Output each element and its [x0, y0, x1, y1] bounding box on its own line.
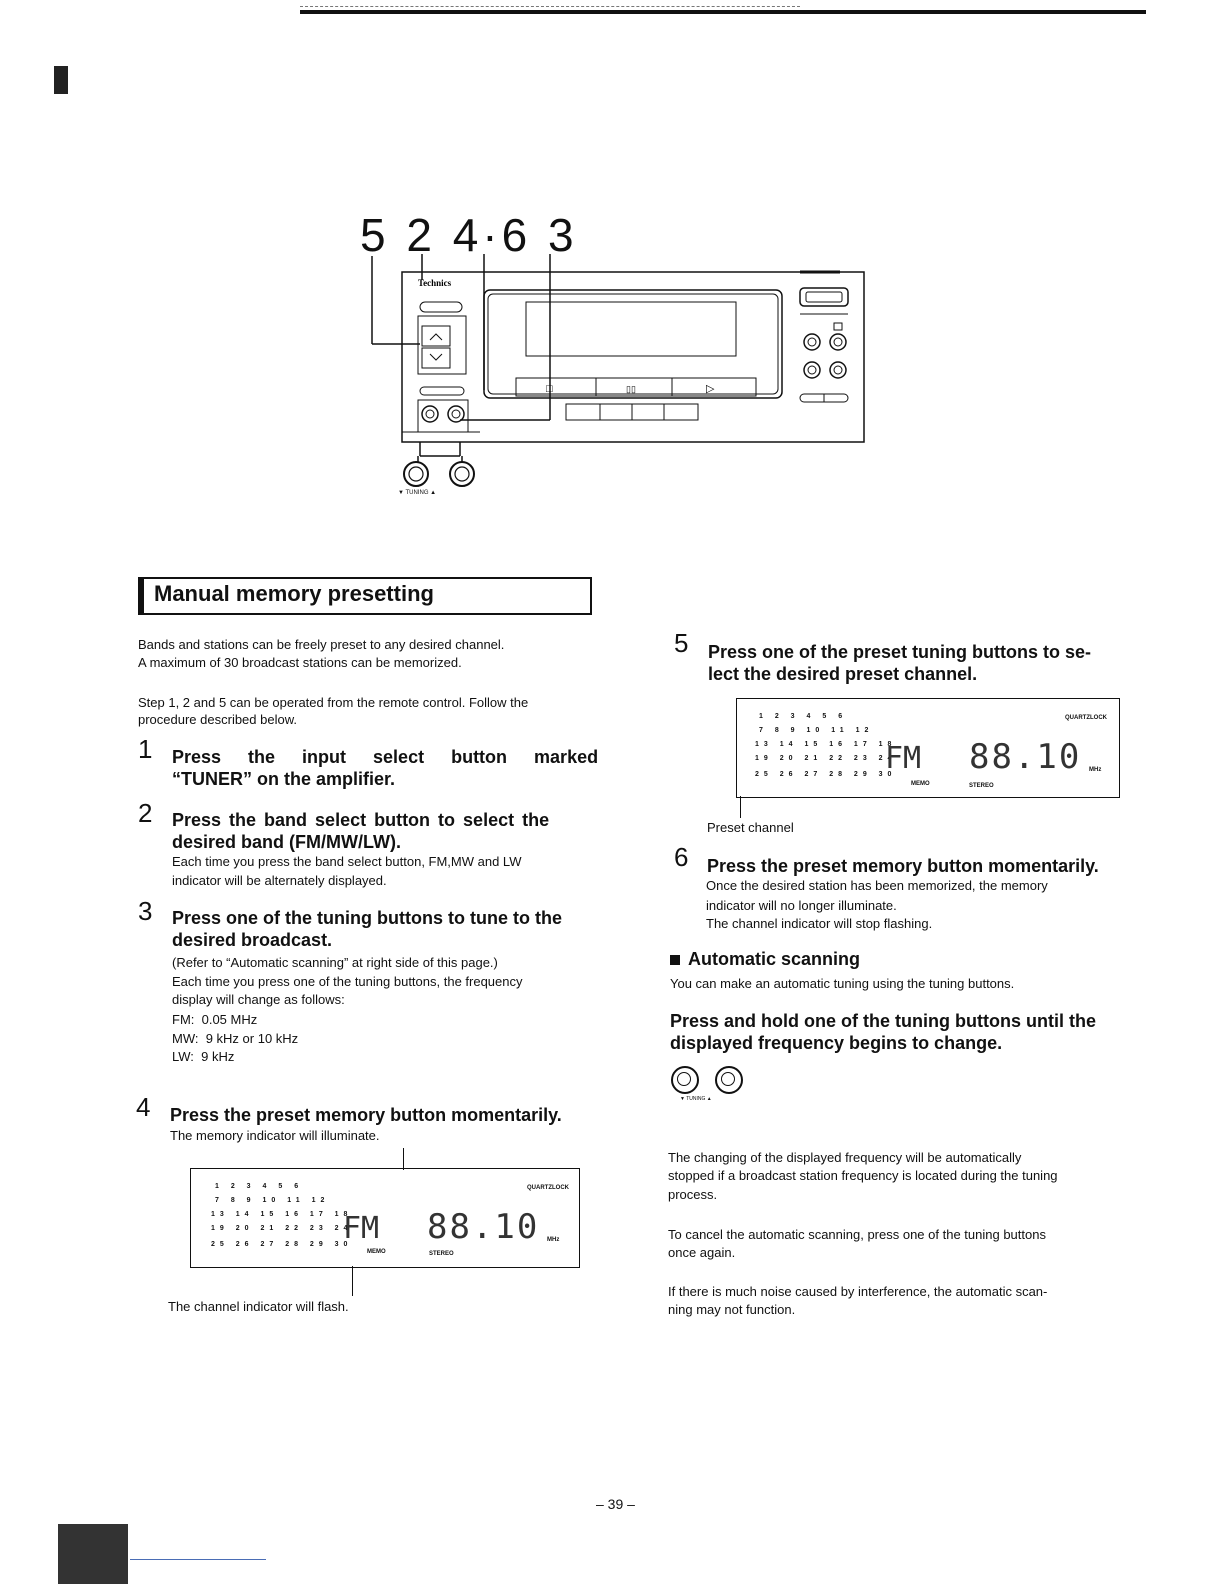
- channel-row-5: 25 26 27 28 29 30: [211, 1241, 353, 1248]
- step-3-body-line-1: (Refer to “Automatic scanning” at right side of this page.): [172, 955, 498, 970]
- channel-row-3: 13 14 15 16 17 18: [755, 741, 897, 748]
- auto-paragraph-3-line-1: If there is much noise caused by interference, the automatic scan-: [668, 1284, 1048, 1299]
- channel-row-3: 13 14 15 16 17 18: [211, 1211, 353, 1218]
- callout-numbers: 5 2 4·6 3: [360, 209, 578, 261]
- channel-row-5: 25 26 27 28 29 30: [755, 771, 897, 778]
- band-indicator: FM: [343, 1211, 380, 1246]
- stereo-indicator: STEREO: [969, 783, 994, 789]
- step-5-caption-line: [740, 796, 741, 818]
- auto-scan-instruction-line-2: displayed frequency begins to change.: [670, 1033, 1003, 1053]
- channel-row-4: 19 20 21 22 23 24: [211, 1225, 353, 1232]
- step-3-mw-step: MW: 9 kHz or 10 kHz: [172, 1031, 299, 1046]
- frequency-readout: 88.10: [427, 1207, 540, 1247]
- step-6-heading: Press the preset memory button momentarily.: [707, 856, 1099, 876]
- step-2-heading-line-1: Press the band select button to select the: [172, 810, 550, 830]
- quartzlock-indicator: QUARTZLOCK: [527, 1185, 569, 1191]
- channel-row-4: 19 20 21 22 23 24: [755, 755, 897, 762]
- step-2-heading-line-2: desired band (FM/MW/LW).: [172, 832, 401, 852]
- scan-line-bottom: [130, 1559, 266, 1560]
- channel-row-1: 1 2 3 4 5 6: [759, 713, 848, 720]
- step-5-caption: Preset channel: [707, 820, 794, 835]
- channel-row-2: 7 8 9 10 11 12: [759, 727, 874, 734]
- step-6-number: 6: [674, 842, 689, 872]
- step-4-caption: The channel indicator will flash.: [168, 1299, 349, 1314]
- section-title-box: [138, 577, 592, 615]
- intro-line-2: A maximum of 30 broadcast stations can be memorized.: [138, 655, 462, 670]
- pause-symbol: ▯▯: [626, 384, 636, 394]
- memo-indicator: MEMO: [367, 1249, 386, 1255]
- step-4-body: The memory indicator will illuminate.: [170, 1128, 380, 1143]
- device-tuning-label: ▼ TUNING ▲: [398, 490, 437, 496]
- step-4-pointer-line: [403, 1148, 404, 1170]
- unit-indicator: MHz: [1089, 767, 1102, 773]
- auto-paragraph-3-line-2: ning may not function.: [668, 1302, 796, 1317]
- step-2-body-line-2: indicator will be alternately displayed.: [172, 873, 387, 888]
- intro-line-4: procedure described below.: [138, 712, 297, 727]
- auto-paragraph-1-line-1: The changing of the displayed frequency will be automatically: [668, 1150, 1022, 1165]
- auto-tuning-label: ▼ TUNING ▲: [680, 1096, 712, 1102]
- step-1-heading-line-2: “TUNER” on the amplifier.: [172, 769, 396, 789]
- auto-scan-description: You can make an automatic tuning using the tuning buttons.: [670, 976, 1015, 991]
- square-bullet-icon: [670, 955, 680, 965]
- step-3-body-line-2: Each time you press one of the tuning buttons, the frequency: [172, 974, 523, 989]
- tape-deck-illustration: [360, 250, 870, 510]
- display-panel-step-4: [190, 1168, 580, 1268]
- tuning-up-button-icon: [715, 1066, 743, 1094]
- channel-row-1: 1 2 3 4 5 6: [215, 1183, 304, 1190]
- section-title: Manual memory presetting: [154, 581, 434, 606]
- display-panel-step-5: [736, 698, 1120, 798]
- quartzlock-indicator: QUARTZLOCK: [1065, 715, 1107, 721]
- step-3-lw-step: LW: 9 kHz: [172, 1049, 235, 1064]
- step-3-heading-line-1: Press one of the tuning buttons to tune to the: [172, 908, 562, 928]
- top-rule: [300, 10, 1146, 14]
- unit-indicator: MHz: [547, 1237, 560, 1243]
- auto-scan-instruction-line-1: Press and hold one of the tuning buttons until the: [670, 1011, 1096, 1031]
- step-1-number: 1: [138, 734, 153, 764]
- step-3-fm-step: FM: 0.05 MHz: [172, 1012, 258, 1027]
- step-5-number: 5: [674, 628, 689, 658]
- auto-paragraph-2-line-2: once again.: [668, 1245, 736, 1260]
- step-1-heading-line-1: Press the input select button marked: [172, 747, 599, 767]
- top-dashed-rule: [300, 6, 800, 7]
- brand-logo: Technics: [418, 278, 452, 288]
- step-3-body-line-3: display will change as follows:: [172, 992, 345, 1007]
- intro-line-1: Bands and stations can be freely preset to any desired channel.: [138, 637, 505, 652]
- step-5-heading-line-1: Press one of the preset tuning buttons to se-: [708, 642, 1092, 662]
- step-3-heading-line-2: desired broadcast.: [172, 930, 333, 950]
- auto-paragraph-2-line-1: To cancel the automatic scanning, press one of the tuning buttons: [668, 1227, 1046, 1242]
- step-3-number: 3: [138, 896, 153, 926]
- step-5-heading-line-2: lect the desired preset channel.: [708, 664, 978, 684]
- auto-paragraph-1-line-3: process.: [668, 1187, 718, 1202]
- step-6-body-line-3: The channel indicator will stop flashing.: [706, 916, 933, 931]
- band-indicator: FM: [885, 741, 922, 776]
- auto-scan-heading: Automatic scanning: [688, 949, 861, 969]
- step-4-number: 4: [136, 1092, 151, 1122]
- auto-paragraph-1-line-2: stopped if a broadcast station frequency is located during the tuning: [668, 1168, 1058, 1183]
- scan-mark: [54, 66, 68, 94]
- step-6-body-line-1: Once the desired station has been memorized, the memory: [706, 878, 1048, 893]
- stop-symbol: □: [546, 383, 553, 395]
- tuning-down-button-icon: [671, 1066, 699, 1094]
- stereo-indicator: STEREO: [429, 1251, 454, 1257]
- memo-indicator: MEMO: [911, 781, 930, 787]
- step-2-body-line-1: Each time you press the band select button, FM,MW and LW: [172, 854, 522, 869]
- intro-line-3: Step 1, 2 and 5 can be operated from the remote control. Follow the: [138, 695, 529, 710]
- play-symbol: ▷: [706, 383, 715, 395]
- step-2-number: 2: [138, 798, 153, 828]
- step-6-body-line-2: indicator will no longer illuminate.: [706, 898, 897, 913]
- scan-mark-bottom: [58, 1524, 128, 1584]
- step-4-heading: Press the preset memory button momentarily.: [170, 1105, 562, 1125]
- frequency-readout: 88.10: [969, 737, 1082, 777]
- auto-scan-heading-row: [670, 948, 860, 970]
- step-4-caption-line: [352, 1266, 353, 1296]
- channel-row-2: 7 8 9 10 11 12: [215, 1197, 330, 1204]
- page-number: – 39 –: [596, 1496, 635, 1512]
